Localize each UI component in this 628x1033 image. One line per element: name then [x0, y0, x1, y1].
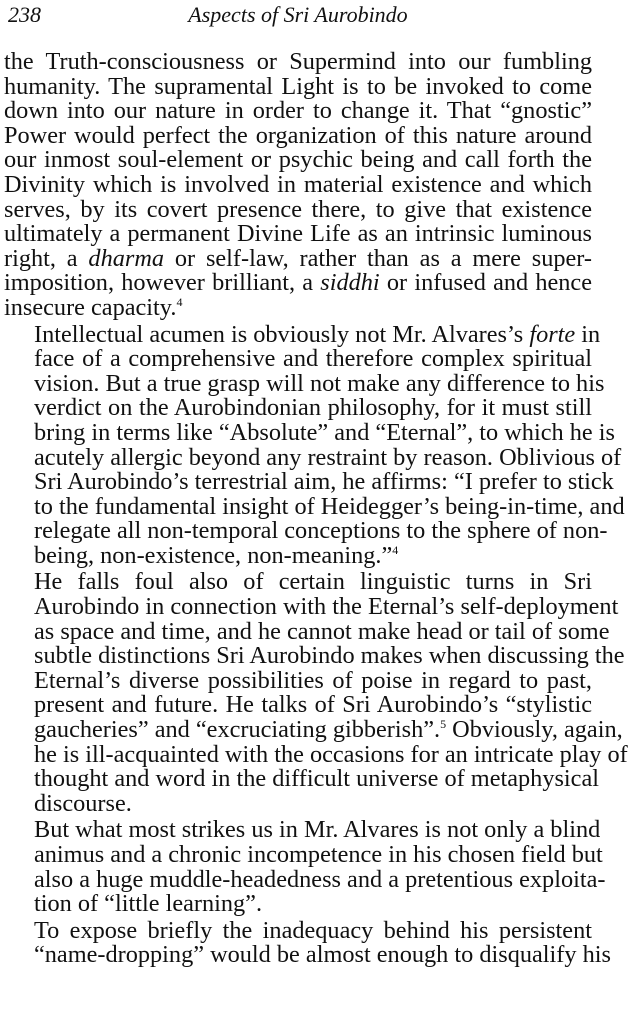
text-line: Intellectual acumen is obviously not Mr. Alvares’s forte in [34, 320, 601, 348]
text-line: Sri Aurobindo’s terrestrial aim, he affirms: “I prefer to stick [34, 468, 614, 496]
text-line: relegate all non-temporal conceptions to the sphere of non- [34, 517, 608, 545]
text-line: to the fundamental insight of Heidegger’s being-in-time, and [34, 492, 625, 520]
text-line: the Truth-consciousness or Supermind into our fumbling [4, 48, 592, 75]
paragraph [4, 816, 606, 918]
text-line: discourse. [34, 789, 132, 817]
italic-term: siddhi [320, 269, 380, 297]
text-line: down into our nature in order to change it. That “gnostic” [4, 97, 592, 125]
text-line: bring in terms like “Absolute” and “Eternal”, to which he is [34, 418, 615, 446]
page-header [4, 0, 592, 50]
italic-term: dharma [88, 244, 165, 272]
running-title: Aspects of Sri Aurobindo [188, 2, 408, 27]
text-line: thought and word in the difficult universe of metaphysical [34, 765, 599, 793]
text-line: He falls foul also of certain linguistic turns in Sri [34, 568, 592, 596]
text-line: Divinity which is involved in material existence and which [4, 170, 592, 198]
text-line: acutely allergic beyond any restraint by reason. Oblivious of [34, 443, 622, 471]
text-line: Power would perfect the organization of this nature around [4, 121, 592, 149]
paragraph [4, 568, 628, 817]
text-line: right, a dharma or self-law, rather than as a mere super- [4, 244, 592, 272]
page-number: 238 [8, 2, 41, 27]
text-line: also a huge muddle-headedness and a pretentious exploita- [34, 865, 606, 893]
text-line: humanity. The supramental Light is to be invoked to come [4, 72, 592, 100]
text-line: face of a comprehensive and therefore complex spiritual [34, 345, 592, 373]
paragraph [4, 50, 592, 321]
text-line: imposition, however brilliant, a siddhi or infused and hence [4, 269, 592, 297]
text-line: vision. But a true grasp will not make any difference to his [34, 369, 605, 397]
paragraph [4, 916, 611, 969]
text-line: insecure capacity.$^4$ [4, 293, 183, 321]
text-line: verdict on the Aurobindonian philosophy, for it must still [34, 394, 592, 422]
text-line: tion of “little learning”. [34, 890, 263, 918]
body-text [4, 48, 628, 969]
text-line: our inmost soul-element or psychic being and call forth the [4, 146, 592, 174]
text-line: Eternal’s diverse possibilities of poise in regard to past, [34, 666, 592, 694]
text-line: subtle distinctions Sri Aurobindo makes when discussing the [34, 642, 625, 670]
text-line: But what most strikes us in Mr. Alvares is not only a blind [34, 816, 601, 844]
text-line: serves, by its covert presence there, to give that existence [4, 195, 592, 223]
footnote-marker: 4 [392, 542, 399, 557]
text-line: present and future. He talks of Sri Aurobindo’s “stylistic [34, 691, 592, 719]
footnote-marker: 4 [176, 294, 183, 309]
footnote-marker: 5 [440, 716, 447, 731]
italic-term: forte [529, 320, 576, 348]
paragraph [4, 320, 625, 569]
text-line: he is ill-acquainted with the occasions for an intricate play of [34, 740, 628, 768]
text-line: ultimately a permanent Divine Life as an intrinsic luminous [4, 220, 592, 248]
text-line: Aurobindo in connection with the Eternal’s self-deployment [34, 593, 619, 621]
text-line: being, non-existence, non-meaning.”$^4$ [34, 541, 399, 569]
text-line: gaucheries” and “excruciating gibberish”.$^5$ Obviously, again, [34, 716, 623, 744]
text-line: “name-dropping” would be almost enough to disqualify his [34, 941, 611, 969]
text-line: animus and a chronic incompetence in his chosen field but [34, 841, 603, 868]
text-line: To expose briefly the inadequacy behind his persistent [34, 916, 592, 944]
text-line: as space and time, and he cannot make head or tail of some [34, 617, 610, 645]
